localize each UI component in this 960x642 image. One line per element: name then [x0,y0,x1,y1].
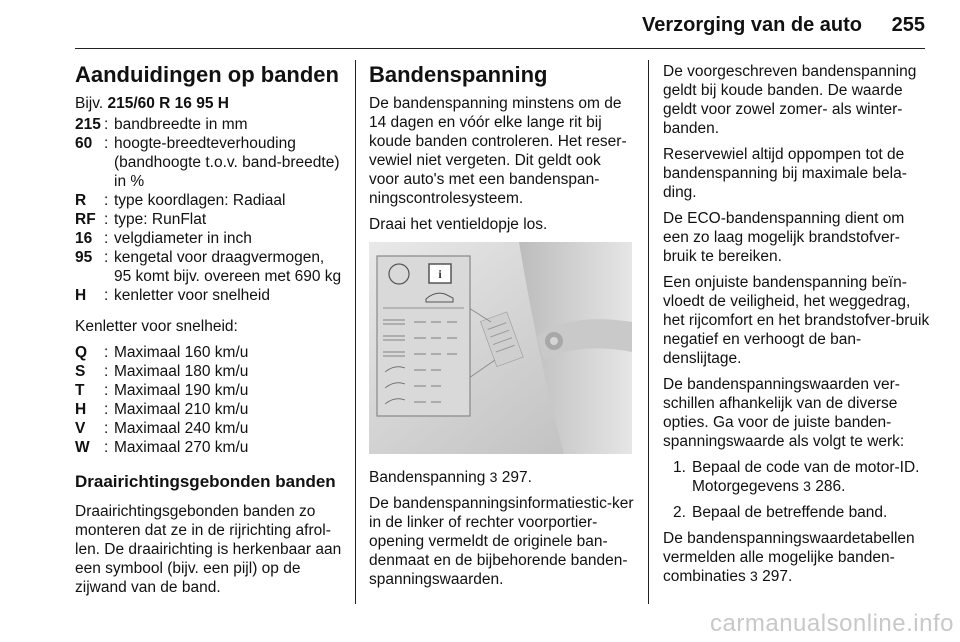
table-row [75,419,345,438]
code-value: Maximaal 180 km/u [114,363,249,380]
code-separator: : [104,192,109,209]
column-pressure-info [663,62,931,593]
caption-text: Bandenspanning [369,469,490,486]
section-heading-tire-markings: Aanduidingen op banden [75,62,339,87]
table-row [75,400,345,419]
steps-list [663,458,931,522]
code-separator: : [104,230,109,247]
info-paragraph-2: Reservewiel altijd oppompen tot de bandenspanning bij maximale bela-ding. [663,146,907,201]
section-heading-tire-pressure: Bandenspanning [369,62,548,87]
column-tire-markings [75,62,345,604]
page-number: 255 [891,14,925,36]
tire-pressure-sticker-photo [369,242,632,454]
table-row [75,248,345,286]
code-separator: : [104,420,109,437]
header-rule [75,48,925,49]
table-row [75,115,345,134]
table-row [75,362,345,381]
code-key: 16 [75,230,93,247]
table-row [75,229,345,248]
code-separator: : [104,249,109,266]
code-key: Q [75,344,88,361]
table-row [75,438,345,457]
step-number: 1. [673,459,686,476]
subheading-directional-tires: Draairichtingsgebonden banden [75,472,336,491]
code-separator: : [104,439,109,456]
code-separator: : [104,344,109,361]
pressure-paragraph-2: Draai het ventieldopje los. [369,216,548,233]
info-paragraph-5: De bandenspanningswaarden ver-schillen afhankelijk van de diverse opties. Ga voor de juiste banden-spanningswaarde als volgt te werk: [663,376,905,450]
code-separator: : [104,135,109,152]
code-separator: : [104,401,109,418]
page-reference-icon: 3 [803,478,811,494]
info-paragraph-1: De voorgeschreven bandenspanning geldt bij koude banden. De waarde geldt voor zowel zomer- als winter-banden. [663,63,917,137]
table-row [75,210,345,229]
code-key: 95 [75,249,93,266]
code-separator: : [104,116,109,133]
info-paragraph-3: De ECO-bandenspanning dient om een zo laag mogelijk brandstofver-bruik te bereiken. [663,210,905,265]
speed-rating-list [75,343,345,457]
svg-text:i: i [438,267,442,281]
code-value: Maximaal 160 km/u [114,344,249,361]
code-value: velgdiameter in inch [114,230,252,247]
column-divider-1 [355,60,356,604]
code-value: Maximaal 270 km/u [114,439,249,456]
table-row [75,343,345,362]
list-item [663,503,931,522]
info-paragraph-6: De bandenspanningswaardetabellen vermelden alle mogelijke banden-combinaties 3 297. [663,530,915,585]
code-key: T [75,382,85,399]
code-separator: : [104,287,109,304]
table-row [75,191,345,210]
table-row [75,286,345,305]
code-value: kengetal voor draagvermogen, 95 komt bijv. overeen met 690 kg [114,249,342,285]
step-text: Bepaal de code van de motor-ID. Motorgegevens 3 286. [692,459,920,495]
page-reference-icon: 3 [489,469,498,485]
page-header-title: Verzorging van de auto [641,14,862,36]
column-divider-2 [648,60,649,604]
step-page-ref: 286. [810,478,846,495]
column-tire-pressure [369,62,634,596]
code-value: kenletter voor snelheid [114,287,270,304]
code-key: RF [75,211,96,228]
code-separator: : [104,382,109,399]
code-key: V [75,420,86,437]
info-paragraph-4: Een onjuiste bandenspanning beïn-vloedt de veiligheid, het weggedrag, het rijcomfort en het brandstofver-bruik negatief en verhoogt de ban-denslijtage. [663,274,930,367]
code-value: type koordlagen: Radiaal [114,192,286,209]
code-key: H [75,287,87,304]
step-text: Bepaal de betreffende band. [692,504,888,521]
code-separator: : [104,363,109,380]
caption-page-ref: 297. [497,469,532,486]
example-line [75,94,345,113]
example-code: 215/60 R 16 95 H [107,95,229,112]
code-separator: : [104,211,109,228]
table-row [75,134,345,191]
code-key: W [75,439,90,456]
code-value: hoogte-breedteverhouding (bandhoogte t.o.v. band-breedte) in % [114,135,340,190]
info-page-ref: 297. [757,568,793,585]
code-value: bandbreedte in mm [114,116,248,133]
pressure-paragraph-3: De bandenspanningsinformatiestic-ker in de linker of rechter voorportier-opening vermeldt de originele ban-denmaat en de bijbehorende banden-spanningswaarden. [369,495,634,588]
code-key: S [75,363,86,380]
photo-caption [369,468,634,487]
code-key: R [75,192,87,209]
code-value: Maximaal 190 km/u [114,382,249,399]
code-key: 60 [75,135,93,152]
pressure-paragraph-1: De bandenspanning minstens om de 14 dagen en vóór elke lange rit bij koude banden controleren. Het reser-vewiel niet vergeten. Dit geldt ook voor auto's met een bandenspan-ningscontrolesysteem. [369,95,627,207]
list-item [663,458,931,496]
code-key: 215 [75,116,101,133]
step-number: 2. [673,504,686,521]
code-value: Maximaal 240 km/u [114,420,249,437]
speed-intro: Kenletter voor snelheid: [75,318,238,335]
code-key: H [75,401,87,418]
tire-code-list [75,115,345,305]
code-value: Maximaal 210 km/u [114,401,249,418]
watermark: carmanualsonline.info [710,610,954,637]
example-prefix: Bijv. [75,95,108,112]
table-row [75,381,345,400]
directional-tires-paragraph: Draairichtingsgebonden banden zo monteren dat ze in de rijrichting afrol-len. De draairichting is herkenbaar aan een symbool (bijv. een pijl) op de zijwand van de band. [75,503,342,596]
code-value: type: RunFlat [114,211,207,228]
page-reference-icon: 3 [750,568,758,584]
